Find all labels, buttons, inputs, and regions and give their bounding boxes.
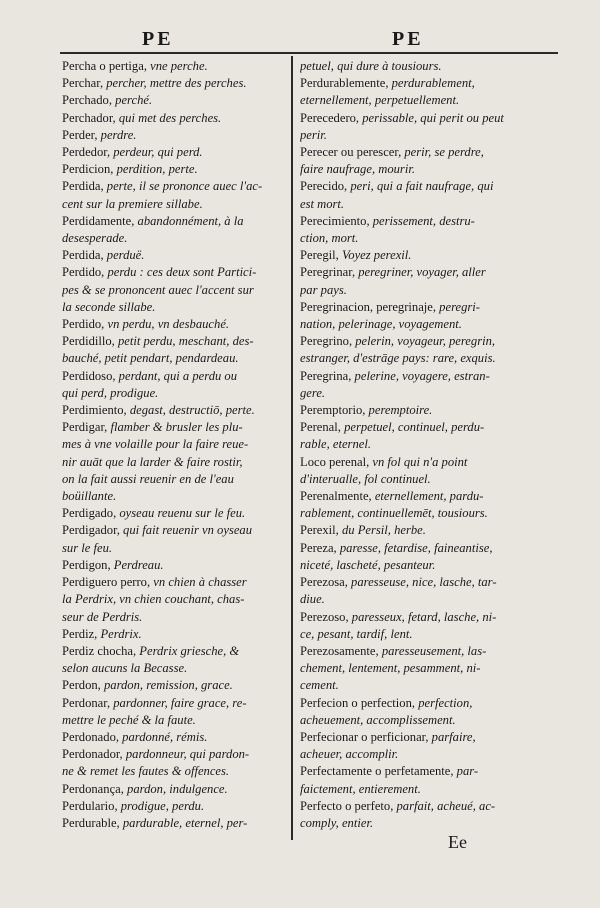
definition: eternellement, pardu- (371, 489, 484, 504)
definition: qui perd, prodigue. (62, 385, 159, 400)
headword: Perdulario, (62, 798, 118, 813)
definition: d'interualle, fol continuel. (300, 471, 431, 486)
entry-line (300, 144, 562, 161)
definition: degast, destructiō, perte. (126, 403, 255, 418)
entry-line (300, 385, 562, 402)
definition: ne & remet les fautes & offences. (62, 764, 230, 779)
signature-mark: Ee (448, 832, 467, 852)
definition: ce, pesant, tardif, lent. (300, 626, 413, 641)
definition: cent sur la premiere sillabe. (62, 196, 203, 211)
left-column (62, 58, 284, 832)
entry-line (62, 695, 284, 712)
entry-line (300, 591, 562, 608)
headword: Perdonança, (62, 781, 124, 796)
entry-line (300, 626, 562, 643)
definition: vn fol qui n'a point (369, 454, 468, 469)
headword: Perfecto o perfeto, (300, 798, 394, 813)
headword: Perchado, (62, 93, 113, 108)
definition: seur de Perdris. (62, 609, 143, 624)
headword: Perenal, (300, 420, 341, 435)
entry-line (62, 299, 284, 316)
definition: acheuer, accomplir. (300, 747, 399, 762)
entry-line (62, 729, 284, 746)
entry-line (300, 92, 562, 109)
headword: Perdidamente, (62, 213, 135, 228)
entry-line (300, 299, 562, 316)
definition: perir. (300, 127, 327, 142)
entry-line (300, 454, 562, 471)
headword: Perecimiento, (300, 213, 370, 228)
definition: perpetuel, continuel, perdu- (340, 420, 485, 435)
entry-line (62, 626, 284, 643)
headword: Perdigador, (62, 523, 120, 538)
entry-line (300, 419, 562, 436)
headword: Perdonado, (62, 729, 120, 744)
entry-line (300, 58, 562, 75)
definition: peri, qui a fait naufrage, qui (347, 179, 494, 194)
headword: Perdiz, (62, 626, 98, 641)
headword: Peregrino, (300, 334, 353, 349)
header-rule (60, 52, 558, 54)
entry-line (62, 350, 284, 367)
entry-line (300, 505, 562, 522)
entry-line (300, 110, 562, 127)
definition: boüillante. (62, 489, 117, 504)
definition: pardonneur, qui pardon- (122, 747, 250, 762)
definition: perfection, (415, 695, 473, 710)
headword: Perecedero, (300, 110, 360, 125)
definition: mettre le peché & la faute. (62, 712, 196, 727)
definition: perdition, perte. (113, 162, 198, 177)
entry-line (62, 213, 284, 230)
entry-line (300, 729, 562, 746)
headword: Perdurable, (62, 815, 120, 830)
entry-line (300, 643, 562, 660)
headword: Perexil, (300, 523, 339, 538)
headword: Perdida, (62, 179, 104, 194)
definition: pardurable, eternel, per- (119, 815, 248, 830)
definition: chement, lentement, pesamment, ni- (300, 661, 481, 676)
entry-line (62, 247, 284, 264)
headword: Peregrinacion, peregrinaje, (300, 299, 437, 314)
definition: perdeur, qui perd. (110, 145, 203, 160)
entry-line (300, 488, 562, 505)
running-head-left: PE (142, 28, 174, 50)
entry-line (62, 92, 284, 109)
entry-line (62, 230, 284, 247)
entry-line (300, 677, 562, 694)
definition: diue. (300, 592, 325, 607)
headword: Perchar, (62, 76, 104, 91)
definition: desesperade. (62, 231, 128, 246)
entry-line (62, 110, 284, 127)
headword: Peregrina, (300, 368, 352, 383)
headword: Perecer ou perescer, (300, 145, 402, 160)
definition: qui fait reuenir vn oyseau (119, 523, 252, 538)
definition: perduë. (103, 248, 145, 263)
headword: Perdidoso, (62, 368, 116, 383)
entry-line (300, 127, 562, 144)
definition: estranger, d'estrāge pays: rare, exquis. (300, 351, 496, 366)
entry-line (62, 264, 284, 281)
definition: comply, entier. (300, 815, 374, 830)
headword: Peremptorio, (300, 403, 366, 418)
entry-line (300, 264, 562, 281)
entry-line (62, 316, 284, 333)
entry-line (300, 350, 562, 367)
entry-line (300, 333, 562, 350)
definition: la Perdrix, vn chien couchant, chas- (62, 592, 245, 607)
headword: Perezosamente, (300, 643, 379, 658)
headword: Perdiguero perro, (62, 575, 151, 590)
definition: petit perdu, meschant, des- (114, 334, 254, 349)
entry-line (62, 660, 284, 677)
entry-line (300, 402, 562, 419)
entry-line (300, 436, 562, 453)
entry-line (62, 505, 284, 522)
entry-line (62, 161, 284, 178)
headword: Perezosa, (300, 575, 348, 590)
entry-line (62, 488, 284, 505)
entry-line (300, 75, 562, 92)
definition: rablement, continuellemēt, tousiours. (300, 506, 488, 521)
definition: petuel, qui dure à tousiours. (300, 59, 442, 73)
entry-line (300, 815, 562, 832)
definition: rable, eternel. (300, 437, 371, 452)
entry-line (300, 574, 562, 591)
entry-line (300, 161, 562, 178)
entry-line (300, 712, 562, 729)
entry-line (300, 781, 562, 798)
headword: Perdicion, (62, 162, 114, 177)
entry-line (62, 144, 284, 161)
entry-line (300, 522, 562, 539)
definition: perdre. (97, 127, 137, 142)
entry-line (62, 557, 284, 574)
entry-line (300, 196, 562, 213)
definition: gere. (300, 385, 326, 400)
headword: Perdida, (62, 248, 104, 263)
definition: nation, pelerinage, voyagement. (300, 317, 462, 332)
running-head-right: PE (392, 28, 424, 50)
definition: niceté, lascheté, pesanteur. (300, 557, 436, 572)
headword: Peregil, (300, 248, 339, 263)
headword: Perdido, (62, 265, 105, 280)
definition: Perdreau. (110, 557, 164, 572)
entry-line (62, 643, 284, 660)
entry-line (300, 230, 562, 247)
headword: Perchador, (62, 110, 116, 125)
entry-line (62, 781, 284, 798)
definition: sur le feu. (62, 540, 113, 555)
entry-line (300, 471, 562, 488)
definition: faire naufrage, mourir. (300, 162, 415, 177)
definition: parfait, acheué, ac- (393, 798, 496, 813)
definition: faictement, entierement. (300, 781, 421, 796)
definition: abandonnément, à la (134, 213, 244, 228)
entry-line (300, 695, 562, 712)
entry-line (62, 763, 284, 780)
entry-line (62, 540, 284, 557)
headword: Pereza, (300, 540, 337, 555)
definition: perché. (112, 93, 153, 108)
definition: pelerine, voyagere, estran- (351, 368, 490, 383)
entry-line (62, 196, 284, 213)
headword: Perdonador, (62, 747, 123, 762)
headword: Perdigar, (62, 420, 108, 435)
entry-line (62, 454, 284, 471)
definition: peregriner, voyager, aller (355, 265, 486, 280)
entry-line (62, 712, 284, 729)
definition: perdurablement, (388, 76, 475, 91)
entry-line (300, 798, 562, 815)
headword: Perdonar, (62, 695, 111, 710)
entry-line (62, 75, 284, 92)
definition: paresse, fetardise, faineantise, (336, 540, 493, 555)
definition: eternellement, perpetuellement. (300, 93, 460, 108)
definition: paresseux, fetard, lasche, ni- (348, 609, 497, 624)
entry-line (62, 58, 284, 75)
definition: cement. (300, 678, 339, 693)
entry-line (62, 471, 284, 488)
headword: Perder, (62, 127, 98, 142)
entry-line (62, 591, 284, 608)
definition: vn perdu, vn desbauché. (104, 317, 230, 332)
entry-line (300, 609, 562, 626)
entry-line (62, 746, 284, 763)
definition: Perdrix. (97, 626, 142, 641)
headword: Perdigado, (62, 506, 117, 521)
definition: on la fait aussi reuenir en de l'eau (62, 471, 234, 486)
definition: peregri- (436, 299, 480, 314)
definition: qui met des perches. (115, 110, 222, 125)
definition: est mort. (300, 196, 345, 211)
definition: parfaire, (428, 729, 476, 744)
definition: acheuement, accomplissement. (300, 712, 456, 727)
entry-line (62, 385, 284, 402)
headword: Perdedor, (62, 145, 111, 160)
entry-line (62, 178, 284, 195)
entry-line (62, 609, 284, 626)
definition: ction, mort. (300, 231, 359, 246)
definition: mes à vne volaille pour la faire reue- (62, 437, 249, 452)
headword: Percha o pertiga, (62, 59, 147, 73)
entry-line (62, 677, 284, 694)
definition: flamber & brusler les plu- (107, 420, 243, 435)
headword: Perfecion o perfection, (300, 695, 416, 710)
headword: Perecido, (300, 179, 348, 194)
definition: vne perche. (146, 59, 208, 73)
entry-line (62, 522, 284, 539)
definition: Perdrix griesche, & (136, 643, 240, 658)
definition: par pays. (300, 282, 347, 297)
headword: Perdimiento, (62, 403, 127, 418)
definition: perdu : ces deux sont Partici- (104, 265, 257, 280)
entry-line (300, 178, 562, 195)
definition: perissable, qui perit ou peut (359, 110, 504, 125)
entry-line (300, 282, 562, 299)
definition: par- (453, 764, 479, 779)
entry-line (62, 574, 284, 591)
headword: Loco perenal, (300, 454, 370, 469)
definition: peremptoire. (365, 403, 433, 418)
headword: Perdiz chocha, (62, 643, 137, 658)
headword: Perenalmente, (300, 489, 372, 504)
definition: du Persil, herbe. (338, 523, 426, 538)
definition: oyseau reuenu sur le feu. (116, 506, 246, 521)
entry-line (62, 282, 284, 299)
definition: pelerin, voyageur, peregrin, (352, 334, 496, 349)
column-divider (291, 56, 293, 840)
headword: Perfectamente o perfetamente, (300, 764, 454, 779)
definition: prodigue, perdu. (117, 798, 205, 813)
entry-line (300, 213, 562, 230)
headword: Perdidillo, (62, 334, 115, 349)
entry-line (62, 436, 284, 453)
entry-line (62, 815, 284, 832)
definition: perissement, destru- (369, 213, 475, 228)
definition: percher, mettre des perches. (103, 76, 247, 91)
entry-line (300, 746, 562, 763)
definition: pardonné, rémis. (119, 729, 208, 744)
definition: perte, il se prononce auec l'ac- (103, 179, 263, 194)
entry-line (62, 368, 284, 385)
headword: Perdido, (62, 317, 105, 332)
entry-line (62, 127, 284, 144)
entry-line (300, 540, 562, 557)
definition: paresseusement, las- (378, 643, 487, 658)
entry-line (300, 763, 562, 780)
entry-line (62, 798, 284, 815)
definition: pardon, indulgence. (123, 781, 228, 796)
definition: la seconde sillabe. (62, 299, 156, 314)
definition: perdant, qui a perdu ou (115, 368, 238, 383)
entry-line (62, 419, 284, 436)
definition: pardon, remission, grace. (100, 678, 233, 693)
entry-line (300, 660, 562, 677)
headword: Perezoso, (300, 609, 349, 624)
definition: vn chien à chasser (150, 575, 247, 590)
entry-line (300, 557, 562, 574)
headword: Perdon, (62, 678, 101, 693)
definition: perir, se perdre, (401, 145, 484, 160)
entry-line (300, 316, 562, 333)
definition: paresseuse, nice, lasche, tar- (347, 575, 497, 590)
headword: Perfecionar o perficionar, (300, 729, 429, 744)
entry-line (62, 333, 284, 350)
definition: pardonner, faire grace, re- (110, 695, 247, 710)
entry-line (300, 368, 562, 385)
entry-line (300, 247, 562, 264)
entry-line (62, 402, 284, 419)
definition: Voyez perexil. (338, 248, 412, 263)
right-column (300, 58, 562, 832)
headword: Peregrinar, (300, 265, 356, 280)
headword: Perdigon, (62, 557, 111, 572)
definition: nir auāt que la larder & faire rostir, (62, 454, 243, 469)
headword: Perdurablemente, (300, 76, 389, 91)
definition: selon aucuns la Becasse. (62, 661, 188, 676)
definition: bauché, petit pendart, pendardeau. (62, 351, 239, 366)
definition: pes & se prononcent auec l'accent sur (62, 282, 254, 297)
